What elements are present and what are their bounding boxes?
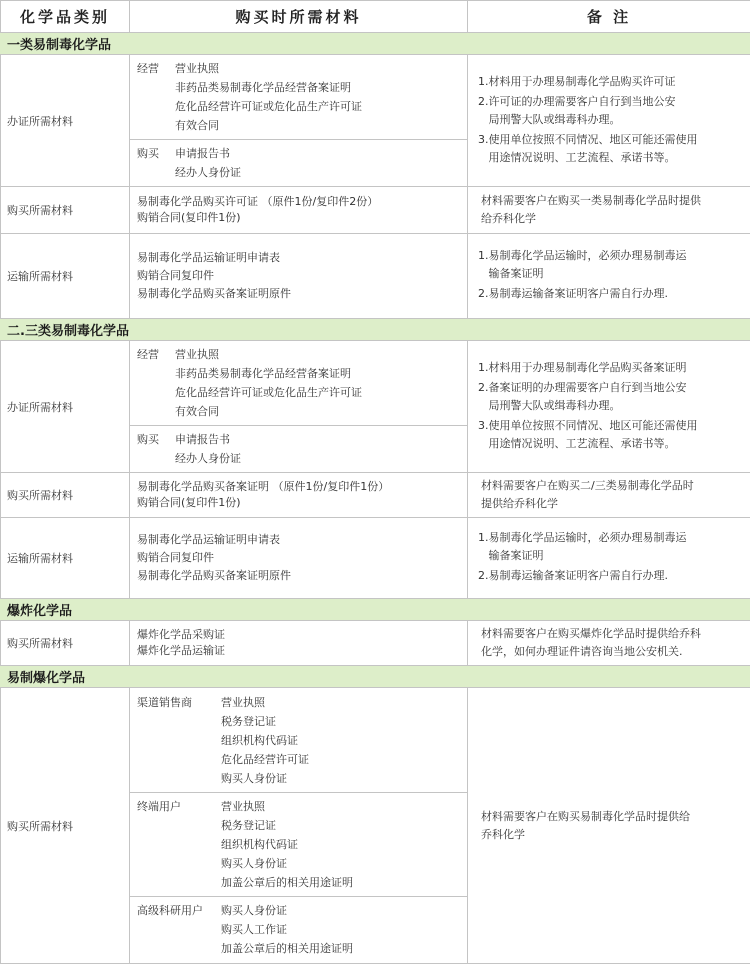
table-row: [1, 518, 750, 599]
note-item: [478, 567, 742, 585]
section-title: 一类易制毒化学品: [1, 33, 750, 55]
note-number: 2.: [478, 93, 489, 129]
section-header-row: [1, 599, 750, 621]
group-label: 终端用户: [137, 797, 221, 892]
table-row: [1, 55, 750, 187]
group-items: [221, 901, 353, 958]
note-text: [489, 93, 743, 129]
note-line: 易制毒运输备案证明客户需自行办理.: [489, 567, 743, 585]
note-item: [478, 93, 742, 129]
note-paragraph: [468, 473, 750, 517]
note-line: 使用单位按照不同情况、地区可能还需使用: [489, 417, 743, 435]
note-item: [478, 417, 742, 453]
materials-cell: [130, 473, 468, 518]
material-item: 爆炸化学品采购证: [137, 627, 467, 643]
material-group: [130, 896, 467, 962]
material-item: 经办人身份证: [175, 449, 241, 468]
material-item: 税务登记证: [221, 816, 353, 835]
material-item: 有效合同: [175, 402, 362, 421]
material-group: [130, 425, 467, 472]
note-number: 1.: [478, 529, 489, 565]
group-items: [175, 59, 362, 135]
material-item: 营业执照: [221, 797, 353, 816]
material-item: 易制毒化学品购买备案证明原件: [137, 285, 467, 303]
material-group: [130, 55, 467, 139]
section-header-row: [1, 319, 750, 341]
material-group: [130, 341, 467, 425]
category-cell: 购买所需材料: [1, 621, 130, 666]
notes-cell: [468, 621, 750, 666]
material-item: 危化品经营许可证或危化品生产许可证: [175, 383, 362, 402]
material-item: 易制毒化学品运输证明申请表: [137, 249, 467, 267]
category-cell: 购买所需材料: [1, 688, 130, 964]
note-line: 输备案证明: [489, 547, 743, 565]
material-item: 组织机构代码证: [221, 835, 353, 854]
note-line: 给乔科化学: [481, 210, 742, 228]
category-cell: 购买所需材料: [1, 473, 130, 518]
material-item: 购销合同(复印件1份): [137, 495, 467, 511]
material-item: 购销合同(复印件1份): [137, 210, 467, 226]
material-item: 易制毒化学品购买许可证 （原件1份/复印件2份）: [137, 194, 467, 210]
material-item: 加盖公章后的相关用途证明: [221, 873, 353, 892]
note-line: 许可证的办理需要客户自行到当地公安: [489, 93, 743, 111]
group-label: 高级科研用户: [137, 901, 221, 958]
note-item: [478, 529, 742, 565]
material-item: 购买人身份证: [221, 854, 353, 873]
note-line: 提供给乔科化学: [481, 495, 742, 513]
notes-cell: [468, 234, 750, 319]
material-item: 税务登记证: [221, 712, 309, 731]
material-list: [130, 622, 467, 664]
category-cell: 运输所需材料: [1, 234, 130, 319]
notes-cell: [468, 688, 750, 964]
note-text: [489, 417, 743, 453]
note-text: [489, 567, 743, 585]
note-line: 使用单位按照不同情况、地区可能还需使用: [489, 131, 743, 149]
material-item: 危化品经营许可证或危化品生产许可证: [175, 97, 362, 116]
note-line: 材料用于办理易制毒化学品购买备案证明: [489, 359, 743, 377]
note-line: 备案证明的办理需要客户自行到当地公安: [489, 379, 743, 397]
note-text: [489, 529, 743, 565]
materials-cell: [130, 621, 468, 666]
material-item: 非药品类易制毒化学品经营备案证明: [175, 364, 362, 383]
material-item: 营业执照: [175, 59, 362, 78]
note-number: 2.: [478, 285, 489, 303]
group-items: [221, 797, 353, 892]
material-group: [130, 792, 467, 896]
note-text: [489, 73, 743, 91]
material-item: 购买人工作证: [221, 920, 353, 939]
material-item: 营业执照: [221, 693, 309, 712]
materials-cell: [130, 234, 468, 319]
note-line: 乔科化学: [481, 826, 742, 844]
category-cell: 运输所需材料: [1, 518, 130, 599]
material-item: 购买人身份证: [221, 901, 353, 920]
material-list: [130, 474, 467, 516]
category-cell: 办证所需材料: [1, 341, 130, 473]
note-line: 输备案证明: [489, 265, 743, 283]
material-item: 申请报告书: [175, 430, 241, 449]
material-item: 组织机构代码证: [221, 731, 309, 750]
note-number: 3.: [478, 417, 489, 453]
note-text: [489, 359, 743, 377]
table-row: [1, 688, 750, 964]
note-line: 易制毒化学品运输时，必须办理易制毒运: [489, 529, 743, 547]
note-item: [478, 247, 742, 283]
material-item: 危化品经营许可证: [221, 750, 309, 769]
note-line: 局刑警大队或缉毒科办理。: [489, 397, 743, 415]
material-item: 加盖公章后的相关用途证明: [221, 939, 353, 958]
material-item: 易制毒化学品购买备案证明原件: [137, 567, 467, 585]
material-item: 易制毒化学品运输证明申请表: [137, 531, 467, 549]
note-text: [489, 247, 743, 283]
group-label: 经营: [137, 59, 175, 135]
material-item: 易制毒化学品购买备案证明 （原件1份/复印件1份）: [137, 479, 467, 495]
note-number: 2.: [478, 379, 489, 415]
section-title: 二.三类易制毒化学品: [1, 319, 750, 341]
section-header-row: [1, 666, 750, 688]
note-item: [478, 379, 742, 415]
header-category: 化学品类别: [1, 1, 130, 33]
note-number: 1.: [478, 73, 489, 91]
table-row: [1, 341, 750, 473]
group-label: 购买: [137, 430, 175, 468]
note-text: [489, 131, 743, 167]
note-paragraph: [468, 621, 750, 665]
group-label: 经营: [137, 345, 175, 421]
note-number: 2.: [478, 567, 489, 585]
materials-cell: [130, 55, 468, 187]
section-title: 易制爆化学品: [1, 666, 750, 688]
section-header-row: [1, 33, 750, 55]
header-materials: 购买时所需材料: [130, 1, 468, 33]
category-cell: 办证所需材料: [1, 55, 130, 187]
material-item: 购销合同复印件: [137, 267, 467, 285]
materials-cell: [130, 688, 468, 964]
material-list: [130, 244, 467, 308]
material-item: 有效合同: [175, 116, 362, 135]
group-label: 渠道销售商: [137, 693, 221, 788]
material-item: 经办人身份证: [175, 163, 241, 182]
material-list: [130, 189, 467, 231]
notes-cell: [468, 187, 750, 234]
notes-cell: [468, 55, 750, 187]
material-item: 购买人身份证: [221, 769, 309, 788]
notes-list: [468, 523, 750, 593]
notes-cell: [468, 518, 750, 599]
table-row: [1, 621, 750, 666]
note-number: 3.: [478, 131, 489, 167]
materials-cell: [130, 187, 468, 234]
note-number: 1.: [478, 247, 489, 283]
note-item: [478, 285, 742, 303]
group-items: [221, 693, 309, 788]
notes-list: [468, 241, 750, 311]
material-item: 申请报告书: [175, 144, 241, 163]
material-group: [130, 689, 467, 792]
note-line: 材料需要客户在购买爆炸化学品时提供给乔科: [481, 625, 742, 643]
note-item: [478, 73, 742, 91]
group-items: [175, 430, 241, 468]
notes-cell: [468, 341, 750, 473]
table-header-row: [1, 1, 750, 33]
note-line: 材料需要客户在购买一类易制毒化学品时提供: [481, 192, 742, 210]
header-notes: 备 注: [468, 1, 750, 33]
table-row: [1, 187, 750, 234]
note-item: [478, 131, 742, 167]
note-line: 材料需要客户在购买二/三类易制毒化学品时: [481, 477, 742, 495]
material-item: 非药品类易制毒化学品经营备案证明: [175, 78, 362, 97]
table-row: [1, 473, 750, 518]
note-line: 用途情况说明、工艺流程、承诺书等。: [489, 435, 743, 453]
material-list: [130, 526, 467, 590]
note-number: 1.: [478, 359, 489, 377]
materials-cell: [130, 518, 468, 599]
note-line: 易制毒运输备案证明客户需自行办理.: [489, 285, 743, 303]
material-group: [130, 139, 467, 186]
group-items: [175, 144, 241, 182]
category-cell: 购买所需材料: [1, 187, 130, 234]
note-text: [489, 379, 743, 415]
note-line: 易制毒化学品运输时，必须办理易制毒运: [489, 247, 743, 265]
material-item: 营业执照: [175, 345, 362, 364]
group-label: 购买: [137, 144, 175, 182]
note-item: [478, 359, 742, 377]
material-item: 爆炸化学品运输证: [137, 643, 467, 659]
note-line: 材料用于办理易制毒化学品购买许可证: [489, 73, 743, 91]
notes-cell: [468, 473, 750, 518]
group-items: [175, 345, 362, 421]
note-text: [489, 285, 743, 303]
note-line: 局刑警大队或缉毒科办理。: [489, 111, 743, 129]
section-title: 爆炸化学品: [1, 599, 750, 621]
table-row: [1, 234, 750, 319]
note-line: 化学，如何办理证件请咨询当地公安机关.: [481, 643, 742, 661]
note-line: 材料需要客户在购买易制毒化学品时提供给: [481, 808, 742, 826]
note-paragraph: [468, 804, 750, 848]
notes-list: [468, 67, 750, 175]
material-item: 购销合同复印件: [137, 549, 467, 567]
note-line: 用途情况说明、工艺流程、承诺书等。: [489, 149, 743, 167]
notes-list: [468, 353, 750, 461]
materials-cell: [130, 341, 468, 473]
note-paragraph: [468, 188, 750, 232]
